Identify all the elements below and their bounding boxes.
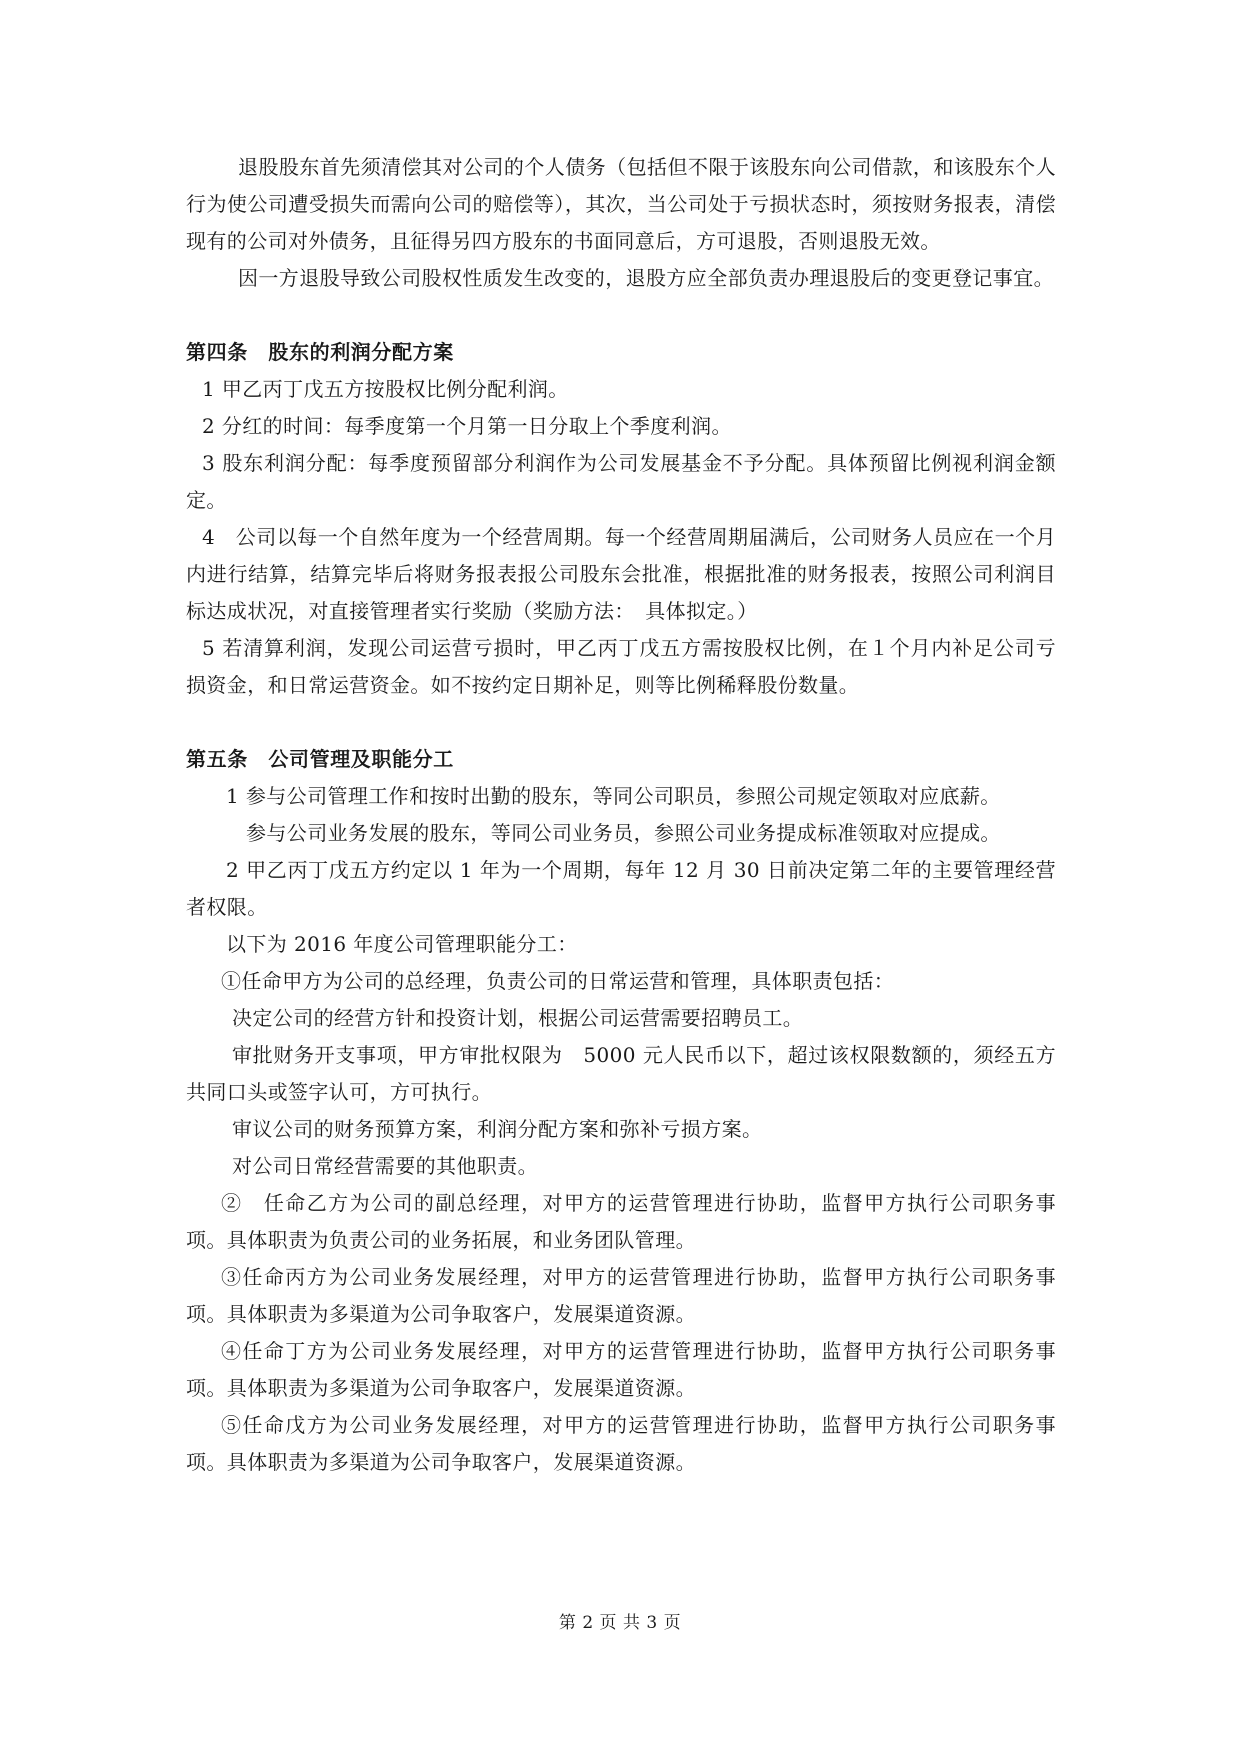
article5-item-1b: 参与公司业务发展的股东，等同公司业务员，参照公司业务提成标准领取对应提成。 — [246, 821, 1001, 845]
article4-item-2: 2 分红的时间：每季度第一个月第一日分取上个季度利润。 — [202, 414, 732, 438]
article5-role1-duty-3: 审议公司的财务预算方案，利润分配方案和弥补亏损方案。 — [232, 1117, 763, 1141]
article5-role-1: ①任命甲方为公司的总经理，负责公司的日常运营和管理，具体职责包括： — [221, 969, 895, 993]
article4-item-5: 5 若清算利润，发现公司运营亏损时，甲乙丙丁戊五方需按股权比例，在１个月内补足公司亏损资金，和日常运营资金。如不按约定日期补足，则等比例稀释股份数量。 — [186, 636, 1056, 697]
article5-role-4: ④任命丁方为公司业务发展经理，对甲方的运营管理进行协助，监督甲方执行公司职务事项。具体职责为多渠道为公司争取客户，发展渠道资源。 — [186, 1339, 1056, 1400]
article5-role1-duty-4: 对公司日常经营需要的其他职责。 — [232, 1154, 538, 1178]
document-body — [186, 149, 1056, 1481]
article5-intro: 以下为 2016 年度公司管理职能分工： — [226, 932, 578, 956]
article4-item-4: 4 公司以每一个自然年度为一个经营周期。每一个经营周期届满后，公司财务人员应在一个月内进行结算，结算完毕后将财务报表报公司股东会批准，根据批准的财务报表，按照公司利润目标达成状况，对直接管理者实行奖励（奖励方法： 具体拟定。） — [186, 525, 1056, 623]
article4-item-1: 1 甲乙丙丁戊五方按股权比例分配利润。 — [202, 377, 569, 401]
paragraph-withdrawal-debts: 退股股东首先须清偿其对公司的个人债务（包括但不限于该股东向公司借款，和该股东个人行为使公司遭受损失而需向公司的赔偿等），其次，当公司处于亏损状态时，须按财务报表，清偿现有的公司对外债务，且征得另四方股东的书面同意后，方可退股，否则退股无效。 — [186, 155, 1056, 253]
article4-heading: 第四条 股东的利润分配方案 — [186, 340, 454, 364]
article5-role-2: ② 任命乙方为公司的副总经理，对甲方的运营管理进行协助，监督甲方执行公司职务事项。具体职责为负责公司的业务拓展，和业务团队管理。 — [186, 1191, 1056, 1252]
section-gap — [186, 704, 1056, 741]
article5-role-5: ⑤任命戊方为公司业务发展经理，对甲方的运营管理进行协助，监督甲方执行公司职务事项。具体职责为多渠道为公司争取客户，发展渠道资源。 — [186, 1413, 1056, 1474]
article5-role1-duty-2: 审批财务开支事项，甲方审批权限为 5000 元人民币以下，超过该权限数额的，须经五方共同口头或签字认可，方可执行。 — [186, 1043, 1056, 1104]
article5-item-1: 1 参与公司管理工作和按时出勤的股东，等同公司职员，参照公司规定领取对应底薪。 — [226, 784, 1001, 808]
page-footer: 第 2 页 共 3 页 — [558, 1613, 682, 1633]
article4-item-3: 3 股东利润分配：每季度预留部分利润作为公司发展基金不予分配。具体预留比例视利润金额定。 — [186, 451, 1056, 512]
article5-role1-duty-1: 决定公司的经营方针和投资计划，根据公司运营需要招聘员工。 — [232, 1006, 804, 1030]
section-gap — [186, 297, 1056, 334]
article5-role-3: ③任命丙方为公司业务发展经理，对甲方的运营管理进行协助，监督甲方执行公司职务事项。具体职责为多渠道为公司争取客户，发展渠道资源。 — [186, 1265, 1056, 1326]
article5-heading: 第五条 公司管理及职能分工 — [186, 747, 454, 771]
paragraph-withdrawal-registration: 因一方退股导致公司股权性质发生改变的，退股方应全部负责办理退股后的变更登记事宜。 — [238, 266, 1054, 290]
article5-item-2: 2 甲乙丙丁戊五方约定以 1 年为一个周期，每年 12 月 30 日前决定第二年的主要管理经营者权限。 — [186, 858, 1056, 919]
